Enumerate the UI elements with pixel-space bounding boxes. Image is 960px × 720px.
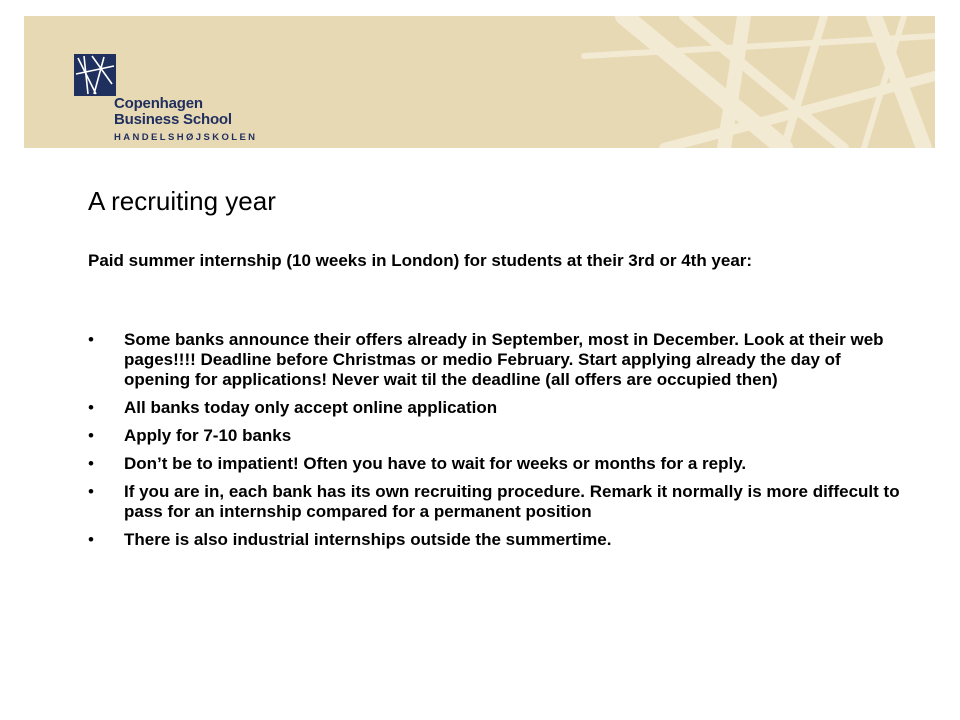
brand-name-line2: Business School — [114, 111, 232, 128]
list-item — [88, 482, 908, 522]
list-item — [88, 398, 908, 418]
list-item-text: If you are in, each bank has its own recruiting procedure. Remark it normally is more diffecult to pass for an internship compared for a permanent position — [124, 482, 900, 521]
list-item-text: Apply for 7-10 banks — [124, 426, 292, 445]
header-banner — [24, 16, 935, 148]
bullet-icon: • — [88, 454, 94, 473]
list-item-text: Don’t be to impatient! Often you have to wait for weeks or months for a reply. — [124, 454, 747, 473]
list-item — [88, 530, 908, 550]
list-item-text: There is also industrial internships outside the summertime. — [124, 530, 612, 549]
bullet-icon: • — [88, 530, 94, 549]
brand-name-line1: Copenhagen — [114, 95, 203, 112]
list-item — [88, 330, 908, 390]
list-item-text: Some banks announce their offers already in September, most in December. Look at their web pages!!!! Deadline before Christmas or medio February. Start applying already the day of opening for applications! Never wait til the deadline (all offers are occupied then) — [124, 330, 884, 389]
slide-title: A recruiting year — [88, 186, 276, 216]
brand-subtitle: HANDELSHØJSKOLEN — [114, 132, 258, 143]
bullet-icon: • — [88, 426, 94, 445]
intro-paragraph: Paid summer internship (10 weeks in London) for students at their 3rd or 4th year: — [88, 251, 753, 270]
bullet-icon: • — [88, 330, 94, 349]
list-item — [88, 426, 908, 446]
list-item — [88, 454, 908, 474]
bullet-icon: • — [88, 482, 94, 501]
brand-block — [114, 96, 257, 143]
bullet-icon: • — [88, 398, 94, 417]
list-item-text: All banks today only accept online application — [124, 398, 498, 417]
cbs-logo-icon — [74, 54, 116, 96]
bullet-list — [88, 330, 908, 558]
